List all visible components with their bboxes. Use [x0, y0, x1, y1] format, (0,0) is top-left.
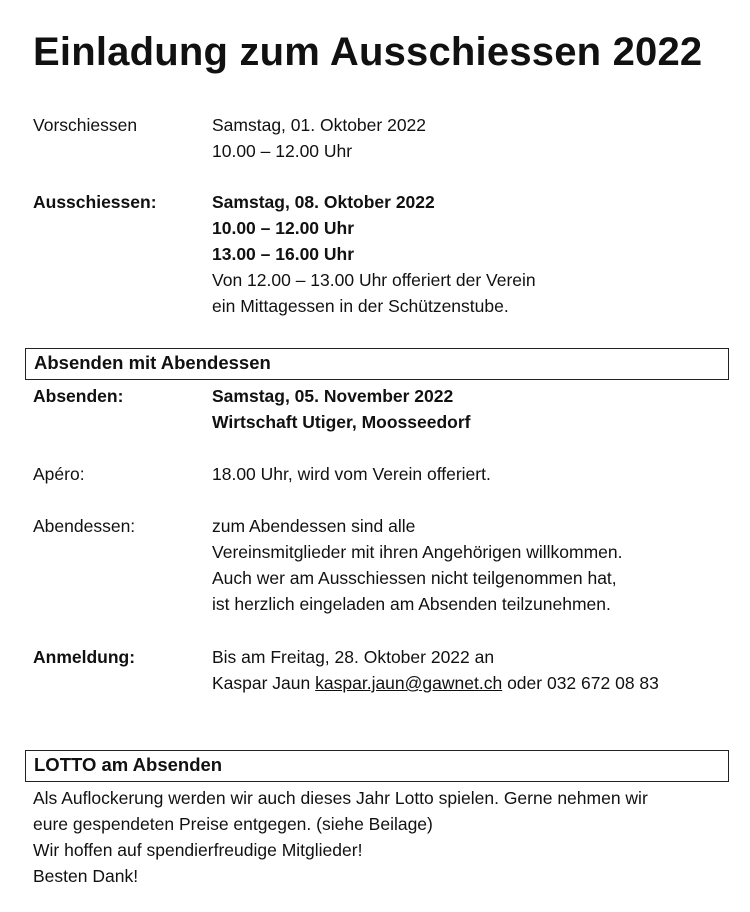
- anmeldung-label: Anmeldung:: [33, 647, 136, 667]
- lotto-line-2: eure gespendeten Preise entgegen. (siehe Beilage): [33, 814, 433, 834]
- apero-text: 18.00 Uhr, wird vom Verein offeriert.: [212, 464, 491, 484]
- ausschiessen-details: [212, 189, 536, 319]
- ausschiessen-time-afternoon: 13.00 – 16.00 Uhr: [212, 244, 355, 264]
- apero-label: Apéro:: [33, 464, 85, 484]
- lotto-text: [33, 785, 733, 889]
- ausschiessen-lunch-note-2: ein Mittagessen in der Schützenstube.: [212, 296, 509, 316]
- contact-name: Kaspar Jaun: [212, 673, 311, 693]
- vorschiessen-label: Vorschiessen: [33, 115, 138, 135]
- ausschiessen-date: Samstag, 08. Oktober 2022: [212, 192, 435, 212]
- absenden-section-heading: Absenden mit Abendessen: [34, 352, 271, 373]
- abendessen-details: [212, 513, 622, 617]
- abendessen-line-1: zum Abendessen sind alle: [212, 516, 416, 536]
- absenden-location: Wirtschaft Utiger, Moosseedorf: [212, 412, 471, 432]
- lotto-section-heading: LOTTO am Absenden: [34, 754, 223, 775]
- abendessen-line-2: Vereinsmitglieder mit ihren Angehörigen willkommen.: [212, 542, 623, 562]
- lotto-line-1: Als Auflockerung werden wir auch dieses Jahr Lotto spielen. Gerne nehmen wir: [33, 788, 648, 808]
- absenden-label: Absenden:: [33, 386, 124, 406]
- vorschiessen-details: [212, 112, 426, 164]
- contact-email-link[interactable]: kaspar.jaun@gawnet.ch: [315, 673, 503, 693]
- abendessen-line-3: Auch wer am Ausschiessen nicht teilgenommen hat,: [212, 568, 617, 588]
- anmeldung-contact: [212, 670, 659, 696]
- apero-details: [212, 461, 491, 487]
- ausschiessen-lunch-note-1: Von 12.00 – 13.00 Uhr offeriert der Verein: [212, 270, 536, 290]
- contact-phone: oder 032 672 08 83: [507, 673, 659, 693]
- anmeldung-details: [212, 644, 659, 696]
- abendessen-label: Abendessen:: [33, 516, 136, 536]
- absenden-details: [212, 383, 471, 435]
- lotto-line-4: Besten Dank!: [33, 866, 139, 886]
- lotto-section-header: [25, 750, 729, 782]
- absenden-section-header: [25, 348, 729, 380]
- page-title: Einladung zum Ausschiessen 2022: [33, 30, 703, 74]
- ausschiessen-label: Ausschiessen:: [33, 192, 157, 212]
- vorschiessen-date: Samstag, 01. Oktober 2022: [212, 115, 427, 135]
- anmeldung-deadline: Bis am Freitag, 28. Oktober 2022 an: [212, 647, 495, 667]
- ausschiessen-time-morning: 10.00 – 12.00 Uhr: [212, 218, 355, 238]
- vorschiessen-time: 10.00 – 12.00 Uhr: [212, 141, 353, 161]
- lotto-line-3: Wir hoffen auf spendierfreudige Mitglieder!: [33, 840, 363, 860]
- absenden-date: Samstag, 05. November 2022: [212, 386, 454, 406]
- abendessen-line-4: ist herzlich eingeladen am Absenden teilzunehmen.: [212, 594, 611, 614]
